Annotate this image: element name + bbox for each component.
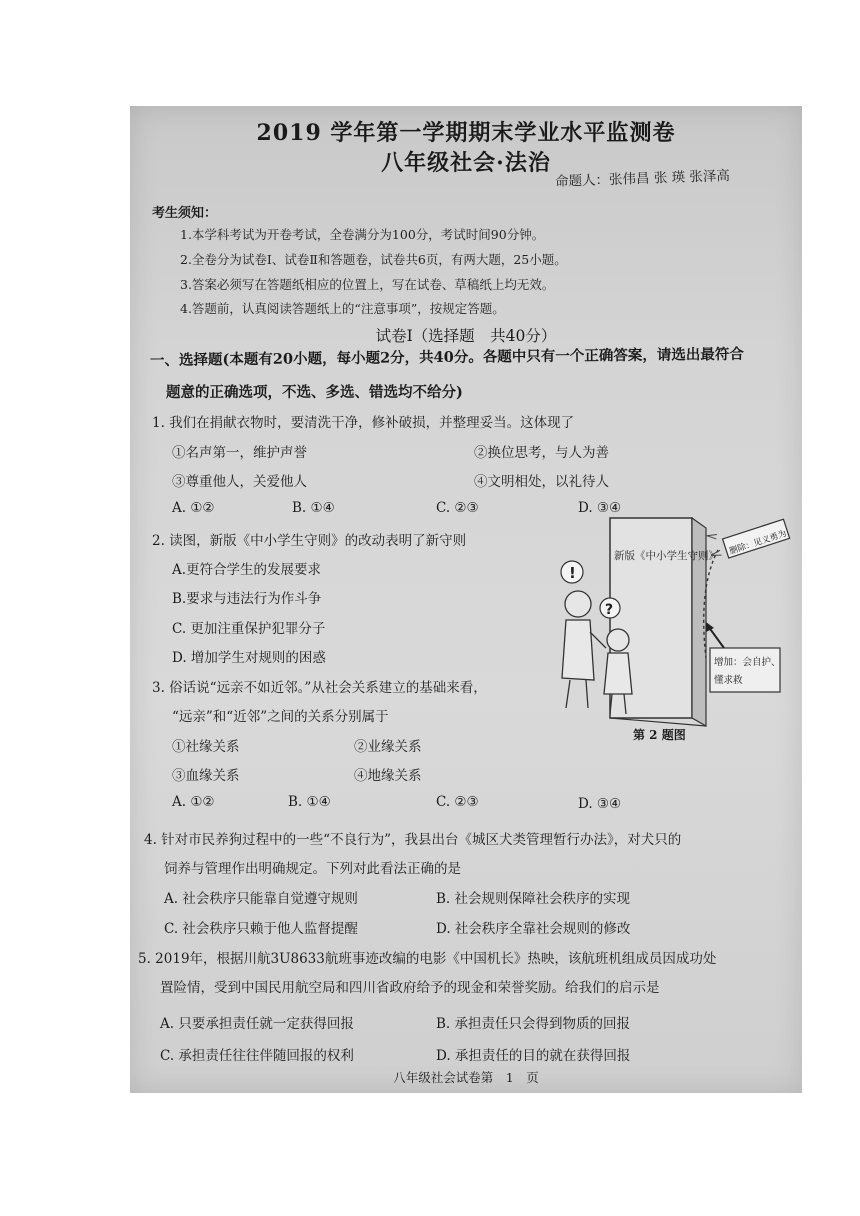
q1-statement: ②换位思考，与人为善	[474, 445, 609, 461]
question-3-stem-cont: “远亲”和“近邻”之间的关系分别属于	[172, 709, 389, 725]
q1-statement: ①名声第一，维护声誉	[172, 445, 307, 461]
q5-option-a: A. 只要承担责任就一定获得回报	[160, 1016, 354, 1032]
q1-option-c: C. ②③	[436, 500, 479, 516]
q1-option-d: D. ③④	[578, 500, 622, 516]
q3-option-c: C. ②③	[436, 794, 479, 810]
book-label: 新版《中小学生守则》	[614, 550, 719, 562]
q1-option-b: B. ①④	[292, 500, 335, 516]
q3-option-a: A. ①②	[172, 794, 215, 810]
question-5-stem-cont: 置险情，受到中国民用航空局和四川省政府给予的现金和荣誉奖励。给我们的启示是	[160, 980, 660, 996]
q3-statement: ①社缘关系	[172, 739, 240, 755]
figure-caption: 第 2 题图	[633, 728, 686, 742]
question-4-stem-cont: 饲养与管理作出明确规定。下列对此看法正确的是	[164, 861, 461, 877]
notice-item: 2.全卷分为试卷Ⅰ、试卷Ⅱ和答题卷，试卷共6页，有两大题，25小题。	[180, 252, 567, 267]
deleted-tag: 删除：见义勇为	[728, 529, 788, 557]
q4-option-d: D. 社会秩序全靠社会规则的修改	[436, 921, 631, 937]
exam-title: 2019 学年第一学期期末学业水平监测卷	[256, 120, 676, 146]
q3-statement: ③血缘关系	[172, 768, 240, 784]
notice-item: 3.答案必须写在答题纸相应的位置上，写在试卷、草稿纸上均无效。	[180, 277, 555, 292]
q3-option-b: B. ①④	[288, 794, 331, 810]
exam-page	[130, 106, 802, 1093]
q5-option-b: B. 承担责任只会得到物质的回报	[436, 1016, 631, 1032]
q2-option-c: C. 更加注重保护犯罪分子	[172, 621, 326, 637]
question-3-stem: 3. 俗话说“远亲不如近邻。”从社会关系建立的基础来看，	[152, 680, 487, 696]
q3-statement: ④地缘关系	[354, 768, 422, 784]
question-2-stem: 2. 读图，新版《中小学生守则》的改动表明了新守则	[152, 533, 467, 549]
q2-option-d: D. 增加学生对规则的困惑	[172, 650, 326, 666]
q5-option-c: C. 承担责任往往伴随回报的权利	[160, 1048, 354, 1064]
notice-heading: 考生须知：	[152, 206, 218, 221]
q2-option-a: A.更符合学生的发展要求	[172, 562, 322, 578]
page-footer: 八年级社会试卷第 1 页	[393, 1070, 539, 1085]
notice-item: 1.本学科考试为开卷考试，全卷满分为100分，考试时间90分钟。	[180, 227, 545, 242]
svg-text:!: !	[569, 564, 576, 582]
question-1-stem: 1. 我们在捐献衣物时，要清洗干净，修补破损，并整理妥当。这体现了	[152, 415, 575, 431]
notice-item: 4.答题前，认真阅读答题纸上的“注意事项”，按规定答题。	[180, 301, 505, 316]
part-instructions: 一、选择题(本题有20小题，每小题2分，共40分。各题中只有一个正确答案，请选出最符合	[149, 345, 744, 369]
q5-option-d: D. 承担责任的目的就在获得回报	[436, 1048, 631, 1064]
section-heading: 试卷Ⅰ（选择题 共40分）	[375, 327, 557, 345]
question-5-stem: 5. 2019年，根据川航3U8633航班事迹改编的电影《中国机长》热映，该航班机组成员因成功处	[138, 951, 717, 967]
q4-option-c: C. 社会秩序只赖于他人监督提醒	[164, 921, 358, 937]
exam-authors: 命题人：张伟昌 张 瑛 张泽高	[554, 167, 731, 190]
part-instructions-cont: 题意的正确选项，不选、多选、错选均不给分)	[166, 384, 463, 401]
q4-option-a: A. 社会秩序只能靠自觉遵守规则	[164, 891, 358, 907]
q1-option-a: A. ①②	[172, 500, 215, 516]
q3-statement: ②业缘关系	[354, 739, 422, 755]
question-2-figure	[548, 508, 798, 738]
question-4-stem: 4. 针对市民养狗过程中的一些“不良行为”，我县出台《城区犬类管理暂行办法》，对犬只的	[144, 832, 682, 848]
q1-statement: ③尊重他人，关爱他人	[172, 474, 307, 490]
exam-subject: 八年级社会·法治	[381, 150, 551, 176]
svg-text:?: ?	[605, 602, 614, 618]
q3-option-d: D. ③④	[578, 796, 622, 812]
q4-option-b: B. 社会规则保障社会秩序的实现	[436, 891, 631, 907]
q2-option-b: B.要求与违法行为作斗争	[172, 591, 322, 607]
added-note-line1: 增加：会自护、	[714, 657, 781, 668]
q1-statement: ④文明相处，以礼待人	[474, 474, 609, 490]
added-note-line2: 懂求救	[714, 675, 743, 686]
